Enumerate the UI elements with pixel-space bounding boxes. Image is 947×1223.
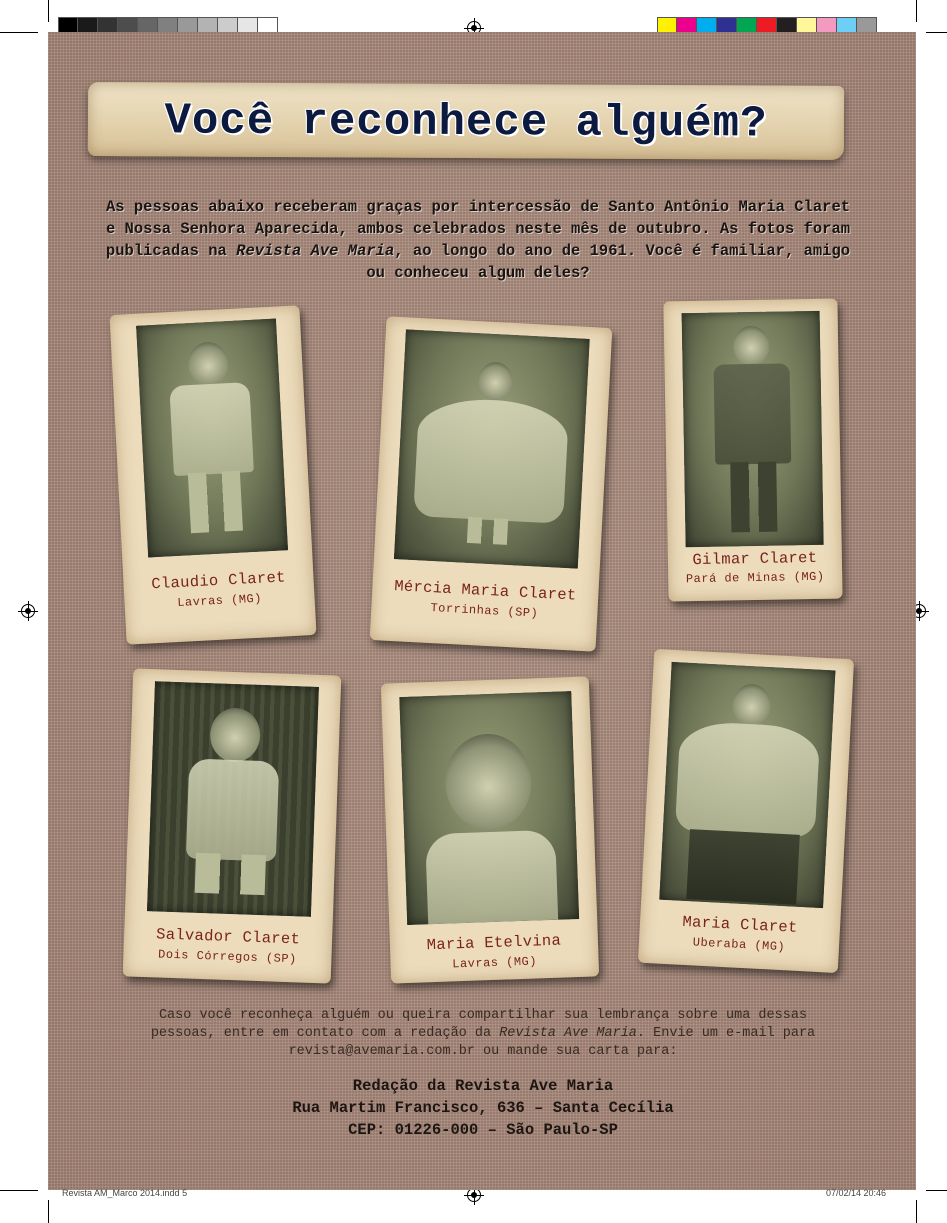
photo-name: Mércia Maria Claret xyxy=(393,577,577,605)
vintage-photo xyxy=(682,311,824,547)
vintage-photo xyxy=(136,318,288,557)
photo-name: Maria Claret xyxy=(682,912,799,937)
photo-card xyxy=(109,305,316,644)
photo-card xyxy=(663,299,842,602)
photo-name: Salvador Claret xyxy=(155,925,301,949)
crop-mark xyxy=(48,0,49,22)
crop-mark xyxy=(0,1190,38,1191)
photo-name: Gilmar Claret xyxy=(692,548,818,570)
photo-name: Maria Etelvina xyxy=(426,931,562,955)
magazine-name: Revista Ave Maria xyxy=(236,242,395,260)
title-banner xyxy=(88,82,844,160)
photo-place: Pará de Minas (MG) xyxy=(685,569,825,587)
contact-email-line: revista@avemaria.com.br ou mande sua carta para: xyxy=(288,1044,678,1059)
vintage-photo xyxy=(147,681,319,917)
mailing-address: Redação da Revista Ave Maria Rua Martim Francisco, 636 – Santa Cecília CEP: 01226-000 – São Paulo-SP xyxy=(292,1077,674,1139)
photo-place: Dois Córregos (SP) xyxy=(157,947,297,967)
photo-place: Lavras (MG) xyxy=(176,591,263,611)
crop-mark xyxy=(926,32,947,33)
photo-name: Claudio Claret xyxy=(150,568,287,594)
photo-card xyxy=(370,316,613,651)
intro-paragraph: As pessoas abaixo receberam graças por intercessão de Santo Antônio Maria Claret e Nossa Senhora Aparecida, ambos celebrados neste mês de outubro. As fotos foram publicadas na Revista Ave Maria, ao longo do ano de 1961. Você é familiar, amigo ou conheceu algum deles? xyxy=(105,198,851,282)
photo-place: Torrinhas (SP) xyxy=(430,601,539,621)
vintage-photo xyxy=(399,691,579,925)
photo-card xyxy=(638,649,854,973)
crop-mark xyxy=(926,1190,947,1191)
vintage-photo xyxy=(659,662,835,908)
print-footer-datetime: 07/02/14 20:46 xyxy=(826,1188,887,1198)
photo-card xyxy=(381,676,599,983)
crop-mark xyxy=(48,1200,49,1223)
print-footer-file: Revista AM_Marco 2014.indd 5 xyxy=(62,1188,188,1198)
page-title: Você reconhece alguém? xyxy=(164,96,768,150)
crop-mark xyxy=(0,32,38,33)
photo-card xyxy=(123,668,342,983)
registration-mark-icon xyxy=(467,1188,481,1202)
vintage-photo xyxy=(394,329,590,568)
photo-place: Lavras (MG) xyxy=(452,954,538,972)
photo-place: Uberaba (MG) xyxy=(692,935,786,955)
crop-mark xyxy=(916,1200,917,1223)
registration-mark-icon xyxy=(21,604,35,618)
crop-mark xyxy=(916,0,917,22)
contact-paragraph: Caso você reconheça alguém ou queira compartilhar sua lembrança sobre uma dessas pessoas, entre em contato com a redação da Revista Ave Maria. Envie um e-mail para revista@avemaria.com.br ou mande sua carta para: xyxy=(88,1007,878,1061)
magazine-page xyxy=(48,32,916,1190)
